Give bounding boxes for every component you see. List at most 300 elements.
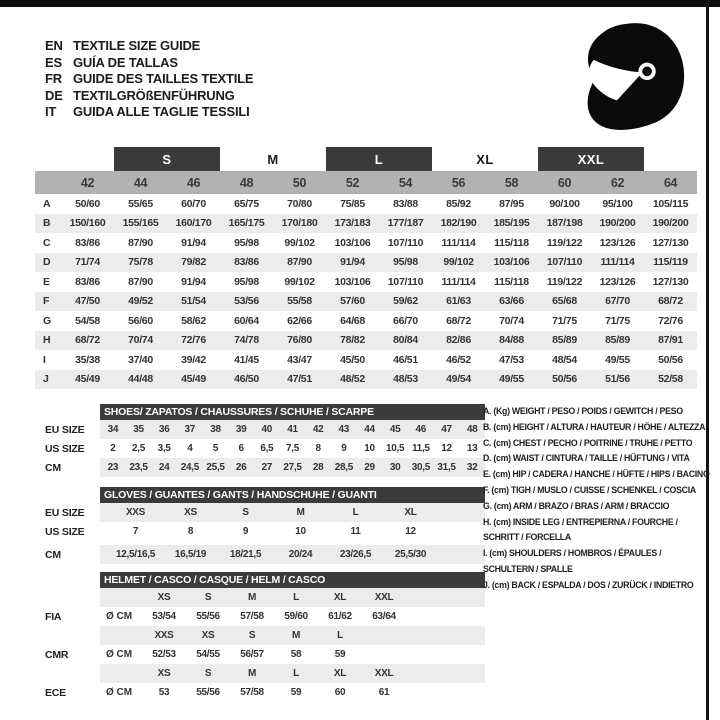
measurement-cell: 49/55 xyxy=(605,353,630,366)
title-text: TEXTILE SIZE GUIDE xyxy=(73,38,201,53)
measurement-cell: 123/126 xyxy=(599,236,636,249)
helmet-value-cell: 58 xyxy=(290,649,302,660)
measurement-cell: H xyxy=(43,334,51,347)
shoe-size-cell: 26 xyxy=(235,462,247,473)
helmet-size-cell: XXL xyxy=(374,668,394,679)
shoe-size-cell: 24,5 xyxy=(180,462,199,473)
measurement-cell: 99/102 xyxy=(284,236,315,249)
numeric-size-cell: 54 xyxy=(398,175,413,190)
shoe-size-cell: 9 xyxy=(341,443,347,454)
shoe-size-cell: 12 xyxy=(441,443,452,454)
measurement-cell: 49/55 xyxy=(499,373,524,386)
shoes-header: SHOES/ ZAPATOS / CHAUSSURES / SCHUHE / SCARPE xyxy=(100,404,485,420)
glove-size-cell: 9 xyxy=(242,526,249,537)
measurement-cell: 35/38 xyxy=(75,353,100,366)
measurement-cell: 87/90 xyxy=(128,236,153,249)
measurement-row-a xyxy=(35,194,697,214)
measurement-cell: 95/98 xyxy=(234,275,259,288)
measurement-cell: D xyxy=(43,256,51,269)
measurement-row-j xyxy=(35,370,697,390)
measurement-cell: 48/53 xyxy=(393,373,418,386)
helmet-size-cell: XL xyxy=(333,668,347,679)
measurement-cell: 55/65 xyxy=(128,197,153,210)
measurement-cell: 103/106 xyxy=(334,236,371,249)
gloves-section xyxy=(35,487,485,564)
helmet-ece-sizes-row xyxy=(35,664,485,683)
measurement-cell: 67/70 xyxy=(605,295,630,308)
glove-size-cell: 8 xyxy=(187,526,194,537)
measurement-cell: C xyxy=(43,236,51,249)
measurement-cell: 87/95 xyxy=(499,197,524,210)
measurement-cell: 68/72 xyxy=(75,334,100,347)
helmet-size-cell: S xyxy=(248,630,256,641)
shoe-size-cell: 47 xyxy=(441,424,452,435)
helmet-size-cell: L xyxy=(337,630,343,641)
measurement-cell: 76/80 xyxy=(287,334,312,347)
measurement-cell: 48/54 xyxy=(552,353,577,366)
helmet-value-cell: 59/60 xyxy=(284,611,308,622)
measurement-cell: 57/60 xyxy=(340,295,365,308)
measurement-cell: E xyxy=(43,275,50,288)
measurement-cell: 54/58 xyxy=(75,314,100,327)
measurement-cell: 50/56 xyxy=(552,373,577,386)
shoe-size-cell: 2 xyxy=(110,443,116,454)
shoe-size-cell: 41 xyxy=(287,424,298,435)
row-label-cm: CM xyxy=(45,548,61,561)
measurement-row-i xyxy=(35,350,697,370)
numeric-size-cell xyxy=(35,171,61,194)
helmet-icon xyxy=(574,18,690,134)
row-label-us-size: US SIZE xyxy=(45,442,85,455)
measurement-cell: 83/86 xyxy=(75,275,100,288)
numeric-size-cell: 60 xyxy=(557,175,572,190)
measurement-cell: 45/49 xyxy=(75,373,100,386)
shoe-size-cell: 39 xyxy=(235,424,247,435)
helmet-value-cell: 57/58 xyxy=(240,611,264,622)
glove-size-cell: S xyxy=(242,507,249,518)
helmet-size-cell: L xyxy=(293,668,299,679)
helmet-size-cell: XXS xyxy=(154,630,174,641)
size-band-l: L xyxy=(326,147,432,171)
shoe-size-cell: 31,5 xyxy=(437,462,456,473)
measurement-cell: 71/74 xyxy=(75,256,100,269)
measurement-cell: 119/122 xyxy=(546,236,583,249)
measurement-cell: 44/48 xyxy=(128,373,153,386)
row-label-eu-size: EU SIZE xyxy=(45,506,85,519)
measurement-cell: 53/56 xyxy=(234,295,259,308)
helmet-size-cell: M xyxy=(247,668,257,679)
shoe-size-cell: 11,5 xyxy=(411,443,430,454)
diameter-label-empty xyxy=(100,626,142,645)
row-label-ece: ECE xyxy=(45,686,66,699)
helmet-value-cell: 53 xyxy=(158,687,170,698)
title-line xyxy=(45,88,253,105)
row-label-empty xyxy=(35,588,100,607)
shoe-size-cell: 48 xyxy=(466,424,478,435)
measurement-cell: 79/82 xyxy=(181,256,206,269)
row-label-empty xyxy=(35,664,100,683)
measurement-cell: 91/94 xyxy=(181,275,206,288)
measurement-cell: 75/85 xyxy=(340,197,365,210)
measurement-cell: 61/63 xyxy=(446,295,471,308)
gloves-eu-row xyxy=(35,503,485,522)
shoe-size-cell: 32 xyxy=(466,462,478,473)
glove-size-cell: M xyxy=(296,507,305,518)
numeric-size-cell: 58 xyxy=(504,175,519,190)
helmet-size-cell: XL xyxy=(333,592,347,603)
shoe-size-cell: 23,5 xyxy=(129,462,148,473)
title-text: TEXTILGRÖßENFÜHRUNG xyxy=(73,87,235,103)
helmet-cmr-values-row xyxy=(35,645,485,664)
measurement-cell: 115/119 xyxy=(653,256,688,269)
measurement-cell: 52/58 xyxy=(658,373,683,386)
shoe-size-cell: 36 xyxy=(158,424,170,435)
shoe-size-cell: 43 xyxy=(338,424,350,435)
measurement-cell: 123/126 xyxy=(599,275,636,288)
helmet-size-cell: S xyxy=(204,592,212,603)
textile-size-table xyxy=(35,147,697,389)
helmet-section xyxy=(35,572,485,702)
legend-item: G. (cm) ARM / BRAZO / BRAS / ARM / BRACCIO xyxy=(483,500,670,511)
measurement-cell: 56/60 xyxy=(128,314,153,327)
shoe-size-cell: 28,5 xyxy=(334,462,353,473)
shoe-size-cell: 25,5 xyxy=(206,462,225,473)
measurement-cell: 47/51 xyxy=(287,373,312,386)
legend-item: C. (cm) CHEST / PECHO / POITRINE / TRUHE / PETTO xyxy=(483,437,693,448)
measurement-cell: 74/78 xyxy=(234,334,259,347)
measurement-cell: 115/118 xyxy=(494,275,529,288)
shoe-size-cell: 2,5 xyxy=(131,443,145,454)
measurement-cell: 82/86 xyxy=(446,334,471,347)
measurement-row-h xyxy=(35,331,697,351)
shoe-size-cell: 4 xyxy=(187,443,193,454)
title-line xyxy=(45,55,253,72)
measurement-row-e xyxy=(35,272,697,292)
measurement-cell: 72/76 xyxy=(658,314,683,327)
helmet-value-cell: 59 xyxy=(334,649,346,660)
shoe-size-cell: 40 xyxy=(261,424,273,435)
measurement-cell: 85/92 xyxy=(446,197,471,210)
shoe-size-cell: 30,5 xyxy=(411,462,430,473)
measurement-cell: 75/78 xyxy=(128,256,153,269)
measurement-cell: 160/170 xyxy=(175,217,212,230)
helmet-size-cell: M xyxy=(247,592,257,603)
numeric-size-cell: 44 xyxy=(133,175,148,190)
numeric-size-row xyxy=(35,171,697,194)
measurement-cell: 87/90 xyxy=(287,256,312,269)
measurement-cell: 65/75 xyxy=(234,197,259,210)
measurement-rows xyxy=(35,194,697,389)
measurement-cell: 99/102 xyxy=(284,275,315,288)
helmet-size-cell: XS xyxy=(157,668,171,679)
shoes-cm-row xyxy=(35,458,485,477)
measurement-cell: 177/187 xyxy=(387,217,424,230)
shoe-size-cell: 5 xyxy=(212,443,219,454)
shoe-size-cell: 10,5 xyxy=(386,443,405,454)
measurement-cell: 62/66 xyxy=(287,314,312,327)
measurement-cell: 51/54 xyxy=(181,295,206,308)
numeric-size-cell: 64 xyxy=(663,175,678,190)
measurement-cell: 78/82 xyxy=(340,334,365,347)
diameter-label: Ø CM xyxy=(106,611,133,622)
helmet-fia-values-row xyxy=(35,607,485,626)
measurement-cell: 185/195 xyxy=(493,217,530,230)
size-band-xl: XL xyxy=(476,151,494,167)
legend-item: I. (cm) SHOULDERS / HOMBROS / ÉPAULES / SCHULTERN / SPALLE xyxy=(483,548,662,574)
glove-size-cell: 10 xyxy=(295,526,306,537)
row-label-fia: FIA xyxy=(45,610,62,623)
measurement-row-c xyxy=(35,233,697,253)
helmet-cmr-sizes-row xyxy=(35,626,485,645)
measurement-cell: 64/68 xyxy=(340,314,365,327)
measurement-cell: 187/198 xyxy=(546,217,583,230)
numeric-size-cell: 46 xyxy=(186,175,201,190)
glove-size-cell: 25,5/30 xyxy=(394,549,427,560)
top-border-bar xyxy=(0,0,720,7)
measurement-cell: 182/190 xyxy=(440,217,477,230)
measurement-cell: 48/52 xyxy=(340,373,365,386)
measurement-cell: 115/118 xyxy=(494,236,529,249)
measurement-cell: 49/52 xyxy=(128,295,153,308)
measurement-cell: 68/72 xyxy=(446,314,471,327)
measurement-cell: 95/100 xyxy=(602,197,633,210)
glove-size-cell: XXS xyxy=(125,507,146,518)
row-label-us-size: US SIZE xyxy=(45,525,85,538)
measurement-cell: 95/98 xyxy=(234,236,259,249)
helmet-fia-sizes-row xyxy=(35,588,485,607)
row-label-cm: CM xyxy=(45,461,61,474)
measurement-cell: 45/49 xyxy=(181,373,206,386)
measurement-cell: 70/74 xyxy=(499,314,524,327)
helmet-size-cell: XXL xyxy=(374,592,394,603)
measurement-cell: 87/90 xyxy=(128,275,153,288)
measurement-cell: 90/100 xyxy=(549,197,580,210)
size-band-xxl: XXL xyxy=(538,147,644,171)
measurement-cell: 80/84 xyxy=(393,334,418,347)
shoe-size-cell: 24 xyxy=(158,462,170,473)
glove-size-cell: L xyxy=(352,507,359,518)
title-line xyxy=(45,38,253,55)
legend-item: F. (cm) TIGH / MUSLO / CUISSE / SCHENKEL / COSCIA xyxy=(483,484,696,495)
shoe-size-cell: 8 xyxy=(315,443,321,454)
measurement-cell: 83/86 xyxy=(75,236,100,249)
measurement-cell: 50/60 xyxy=(75,197,100,210)
measurement-cell: 190/200 xyxy=(599,217,636,230)
language-code: IT xyxy=(45,104,57,119)
measurement-cell: 111/114 xyxy=(441,275,476,288)
shoes-section xyxy=(35,404,485,477)
legend-item: D. (cm) WAIST / CINTURA / TAILLE / HÜFTUNG / VITA xyxy=(483,453,690,464)
measurement-cell: 46/51 xyxy=(393,353,418,366)
measurement-cell: 58/62 xyxy=(181,314,206,327)
measurement-cell: 190/200 xyxy=(652,217,689,230)
measurement-cell: 127/130 xyxy=(652,236,689,249)
measurement-cell: F xyxy=(43,295,50,308)
shoe-size-cell: 38 xyxy=(210,424,221,435)
helmet-value-cell: 54/55 xyxy=(196,649,220,660)
shoe-size-cell: 30 xyxy=(389,462,401,473)
measurement-cell: 91/94 xyxy=(340,256,365,269)
language-code: EN xyxy=(45,38,63,53)
shoe-size-cell: 35 xyxy=(133,424,144,435)
glove-size-cell: 16,5/19 xyxy=(174,549,207,560)
numeric-size-cell: 42 xyxy=(80,175,95,190)
measurement-cell: 103/106 xyxy=(493,256,530,269)
measurement-cell: 55/58 xyxy=(287,295,312,308)
title-text: GUIDE DES TAILLES TEXTILE xyxy=(73,71,254,86)
measurement-cell: 165/175 xyxy=(228,217,265,230)
measurement-row-g xyxy=(35,311,697,331)
shoe-size-cell: 34 xyxy=(107,424,119,435)
shoe-size-cell: 46 xyxy=(415,424,427,435)
measurement-cell: 84/88 xyxy=(499,334,524,347)
measurement-cell: 99/102 xyxy=(443,256,474,269)
helmet-size-cell: XS xyxy=(201,630,215,641)
shoe-size-cell: 23 xyxy=(107,462,119,473)
measurement-legend xyxy=(483,404,713,594)
row-label-cmr: CMR xyxy=(45,648,69,661)
measurement-cell: 47/53 xyxy=(499,353,524,366)
measurement-cell: B xyxy=(43,217,51,230)
measurement-cell: 37/40 xyxy=(128,353,153,366)
shoe-size-cell: 45 xyxy=(389,424,401,435)
measurement-cell: 60/70 xyxy=(181,197,206,210)
shoe-size-cell: 10 xyxy=(364,443,375,454)
shoe-size-cell: 7,5 xyxy=(285,443,299,454)
legend-item: A. (Kg) WEIGHT / PESO / POIDS / GEWITCH / PESO xyxy=(483,406,683,416)
helmet-size-cell: S xyxy=(204,668,212,679)
glove-size-cell: 12 xyxy=(405,526,416,537)
language-code: FR xyxy=(45,71,62,86)
measurement-cell: 111/114 xyxy=(441,236,476,249)
measurement-row-d xyxy=(35,253,697,273)
shoe-size-cell: 29 xyxy=(364,462,375,473)
measurement-cell: 83/88 xyxy=(393,197,418,210)
row-label-eu-size: EU SIZE xyxy=(45,423,85,436)
gloves-us-row xyxy=(35,522,485,541)
shoe-size-cell: 6,5 xyxy=(260,443,274,454)
measurement-cell: 70/80 xyxy=(287,197,312,210)
glove-size-cell: 20/24 xyxy=(288,549,313,560)
measurement-cell: 83/86 xyxy=(234,256,259,269)
measurement-cell: 63/66 xyxy=(499,295,524,308)
measurement-cell: 60/64 xyxy=(234,314,259,327)
measurement-cell: 105/115 xyxy=(652,197,689,210)
legend-item: E. (cm) HIP / CADERA / HANCHE / HÜFTE / HIPS / BACINO xyxy=(483,469,710,480)
helmet-value-cell: 63/64 xyxy=(372,611,396,622)
measurement-cell: 170/180 xyxy=(281,217,318,230)
helmet-size-cell: XS xyxy=(157,592,171,603)
measurement-cell: 66/70 xyxy=(393,314,418,327)
measurement-row-f xyxy=(35,292,697,312)
language-code: ES xyxy=(45,54,62,70)
glove-size-cell: 12,5/16,5 xyxy=(115,549,155,560)
measurement-cell: 119/122 xyxy=(546,275,583,288)
measurement-cell: 50/56 xyxy=(658,353,683,366)
shoe-size-cell: 27,5 xyxy=(283,462,302,473)
measurement-cell: 71/75 xyxy=(552,314,577,327)
glove-size-cell: 11 xyxy=(350,526,361,537)
numeric-size-cell: 56 xyxy=(451,175,466,190)
shoe-size-cell: 28 xyxy=(312,462,324,473)
title-block xyxy=(45,38,253,121)
shoe-size-cell: 13 xyxy=(466,443,478,454)
glove-size-cell: 7 xyxy=(132,526,139,537)
legend-item: J. (cm) BACK / ESPALDA / DOS / ZURÜCK / INDIETRO xyxy=(483,579,694,590)
measurement-cell: 111/114 xyxy=(600,256,635,269)
shoe-size-cell: 27 xyxy=(261,462,273,473)
measurement-cell: 49/54 xyxy=(446,373,471,386)
shoe-size-cell: 37 xyxy=(184,424,196,435)
size-band-row xyxy=(35,147,697,171)
measurement-cell: I xyxy=(43,353,46,366)
title-text: GUIDA ALLE TAGLIE TESSILI xyxy=(73,104,250,119)
legend-item: H. (cm) INSIDE LEG / ENTREPIERNA / FOURCHE / SCHRITT / FORCELLA xyxy=(483,516,678,543)
numeric-size-cell: 50 xyxy=(292,175,307,190)
helmet-ece-values-row xyxy=(35,683,485,702)
measurement-cell: 103/106 xyxy=(334,275,371,288)
numeric-size-cell: 62 xyxy=(610,175,625,190)
helmet-value-cell: 53/54 xyxy=(152,611,176,622)
measurement-cell: J xyxy=(43,373,49,386)
measurement-cell: A xyxy=(43,197,51,210)
measurement-cell: 72/76 xyxy=(181,334,206,347)
gloves-header: GLOVES / GUANTES / GANTS / HANDSCHUHE / GUANTI xyxy=(100,487,485,503)
helmet-value-cell: 57/58 xyxy=(240,687,264,698)
title-text: GUÍA DE TALLAS xyxy=(73,54,178,70)
measurement-cell: 70/74 xyxy=(128,334,153,347)
size-band-s: S xyxy=(114,147,220,171)
measurement-cell: 45/50 xyxy=(340,353,365,366)
helmet-header: HELMET / CASCO / CASQUE / HELM / CASCO xyxy=(100,572,485,588)
title-line xyxy=(45,104,253,121)
helmet-value-cell: 61 xyxy=(378,687,390,698)
diameter-label-empty xyxy=(100,588,142,607)
size-band-m: M xyxy=(267,151,279,167)
measurement-cell: 173/183 xyxy=(334,217,371,230)
helmet-value-cell: 55/56 xyxy=(196,687,220,698)
measurement-cell: 71/75 xyxy=(605,314,630,327)
language-code: DE xyxy=(45,87,63,103)
measurement-cell: 85/89 xyxy=(605,334,630,347)
legend-item: B. (cm) HEIGHT / ALTURA / HAUTEUR / HÖHE / ALTEZZA xyxy=(483,421,706,432)
title-line xyxy=(45,71,253,88)
shoe-size-cell: 3,5 xyxy=(157,443,171,454)
row-label-empty xyxy=(35,626,100,645)
helmet-value-cell: 59 xyxy=(290,687,302,698)
measurement-cell: 41/45 xyxy=(234,353,259,366)
helmet-value-cell: 56/57 xyxy=(240,649,264,660)
diameter-label: Ø CM xyxy=(106,649,133,660)
helmet-value-cell: 61/62 xyxy=(328,611,352,622)
numeric-size-cell: 52 xyxy=(345,175,360,190)
diameter-label-empty xyxy=(100,664,142,683)
measurement-cell: 43/47 xyxy=(287,353,312,366)
gloves-cm-row xyxy=(35,545,485,564)
shoe-size-cell: 6 xyxy=(238,443,244,454)
measurement-cell: G xyxy=(43,314,51,327)
helmet-size-cell: L xyxy=(293,592,299,603)
glove-size-cell: XL xyxy=(404,507,417,518)
numeric-size-cell: 48 xyxy=(239,175,254,190)
glove-size-cell: 23/26,5 xyxy=(339,549,372,560)
measurement-cell: 85/89 xyxy=(552,334,577,347)
helmet-value-cell: 55/56 xyxy=(196,611,220,622)
glove-size-cell: XS xyxy=(184,507,197,518)
measurement-cell: 107/110 xyxy=(387,236,424,249)
measurement-cell: 68/72 xyxy=(658,295,683,308)
measurement-cell: 59/62 xyxy=(393,295,418,308)
